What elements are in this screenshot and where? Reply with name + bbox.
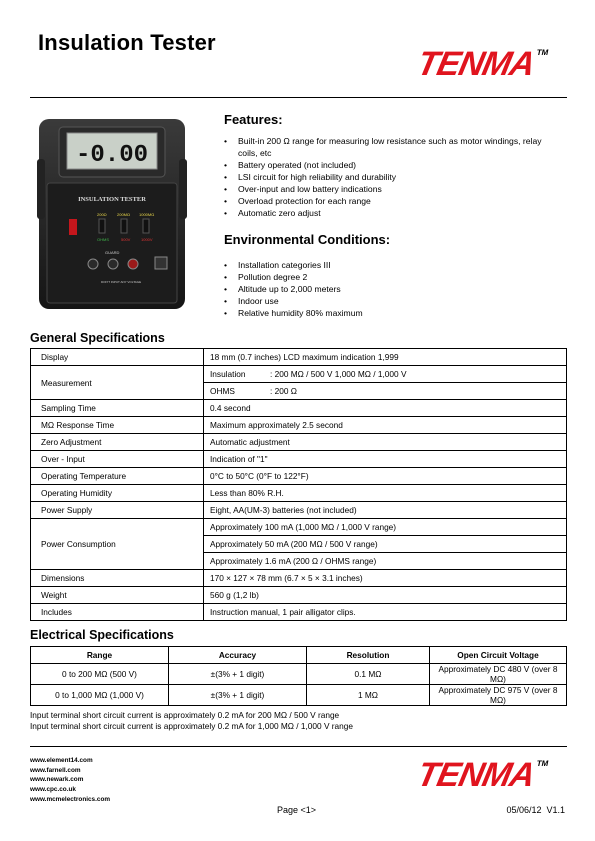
trademark: TM [535, 48, 550, 57]
general-spec-table [30, 348, 567, 621]
table-row: Over - Input Indication of "1" [31, 451, 567, 468]
svg-text:1000V: 1000V [141, 237, 153, 242]
table-row: Approximately 50 mA (200 MΩ / 500 V range) [31, 536, 567, 553]
website-link[interactable]: www.element14.com [30, 757, 93, 764]
table-row: Zero Adjustment Automatic adjustment [31, 434, 567, 451]
svg-text:200Ω: 200Ω [97, 212, 107, 217]
table-row: Approximately 1.6 mA (200 Ω / OHMS range) [31, 553, 567, 570]
tenma-logo [413, 45, 550, 83]
note-line: Input terminal short circuit current is approximately 0.2 mA for 200 MΩ / 500 V range [30, 710, 340, 720]
environment-section [224, 232, 569, 319]
environment-list [224, 259, 569, 319]
notes [30, 710, 353, 732]
list-item: • Installation categories III [224, 259, 569, 271]
brand-name: TENMA [413, 45, 538, 83]
lcd-reading: -0.00 [75, 142, 149, 169]
table-row: Power Consumption Approximately 100 mA (1,000 MΩ / 1,000 V range) [31, 519, 567, 536]
list-item: • Overload protection for each range [224, 195, 569, 207]
features-heading: Features: [224, 112, 283, 127]
svg-text:OHMS: OHMS [97, 237, 109, 242]
list-item: • Automatic zero adjust [224, 207, 569, 219]
table-row: MΩ Response Time Maximum approximately 2.5 second [31, 417, 567, 434]
page-title: Insulation Tester [38, 30, 216, 55]
table-row: Weight 560 g (1,2 lb) [31, 587, 567, 604]
svg-text:500V: 500V [121, 237, 131, 242]
table-row: Measurement Insulation : 200 MΩ / 500 V 1,000 MΩ / 1,000 V [31, 366, 567, 383]
svg-text:1000MΩ: 1000MΩ [139, 212, 155, 217]
page-number: Page <1> [277, 805, 317, 815]
table-row: Sampling Time 0.4 second [31, 400, 567, 417]
table-header-row: Range Accuracy Resolution Open Circuit Voltage [31, 647, 567, 664]
environment-heading: Environmental Conditions: [224, 232, 391, 247]
list-item: • LSI circuit for high reliability and durability [224, 171, 569, 183]
website-link[interactable]: www.farnell.com [30, 766, 81, 774]
brand-name: TENMA [413, 756, 538, 794]
website-link[interactable]: www.mcmelectronics.com [30, 795, 111, 803]
svg-text:200MΩ: 200MΩ [117, 212, 130, 217]
table-row: Dimensions 170 × 127 × 78 mm (6.7 × 5 × 3.1 inches) [31, 570, 567, 587]
electrical-spec-table [30, 646, 567, 706]
table-row: Operating Temperature 0°C to 50°C (0°F to 122°F) [31, 468, 567, 485]
table-row: Display 18 mm (0.7 inches) LCD maximum indication 1,999 [31, 349, 567, 366]
table-row: 0 to 1,000 MΩ (1,000 V) ±(3% + 1 digit) 1 MΩ Approximately DC 975 V (over 8 MΩ) [31, 685, 567, 706]
list-item: • Built-in 200 Ω range for measuring low resistance such as motor windings, relay coils, etc [224, 135, 569, 159]
list-item: • Pollution degree 2 [224, 271, 569, 283]
table-row: Includes Instruction manual, 1 pair alligator clips. [31, 604, 567, 621]
panel-title: INSULATION TESTER [78, 196, 146, 203]
svg-text:DON'T INPUT ANY VOLTAGE: DON'T INPUT ANY VOLTAGE [101, 280, 142, 284]
svg-text:GUARD: GUARD [105, 250, 120, 255]
trademark: TM [535, 759, 550, 768]
list-item: • Relative humidity 80% maximum [224, 307, 569, 319]
header-divider [30, 97, 567, 98]
footer-divider [30, 746, 567, 747]
device-image [37, 119, 187, 309]
table-row: OHMS : 200 Ω [31, 383, 567, 400]
tenma-logo-footer [413, 756, 550, 794]
table-row: Operating Humidity Less than 80% R.H. [31, 485, 567, 502]
list-item: • Battery operated (not included) [224, 159, 569, 171]
features-section [224, 112, 569, 219]
note-line: Input terminal short circuit current is approximately 0.2 mA for 1,000 MΩ / 1,000 V range [30, 721, 354, 731]
list-item: • Over-input and low battery indications [224, 183, 569, 195]
general-spec-heading: General Specifications [30, 331, 165, 345]
table-row: Power Supply Eight, AA(UM-3) batteries (not included) [31, 502, 567, 519]
list-item: • Indoor use [224, 295, 569, 307]
website-link[interactable]: www.newark.com [30, 776, 84, 784]
list-item: • Altitude up to 2,000 meters [224, 283, 569, 295]
website-link[interactable]: www.cpc.co.uk [30, 786, 76, 794]
website-list [30, 756, 110, 805]
features-list [224, 135, 569, 219]
table-row: 0 to 200 MΩ (500 V) ±(3% + 1 digit) 0.1 MΩ Approximately DC 480 V (over 8 MΩ) [31, 664, 567, 685]
electrical-spec-heading: Electrical Specifications [30, 628, 174, 642]
version-date: 05/06/12 V1.1 [506, 805, 565, 815]
